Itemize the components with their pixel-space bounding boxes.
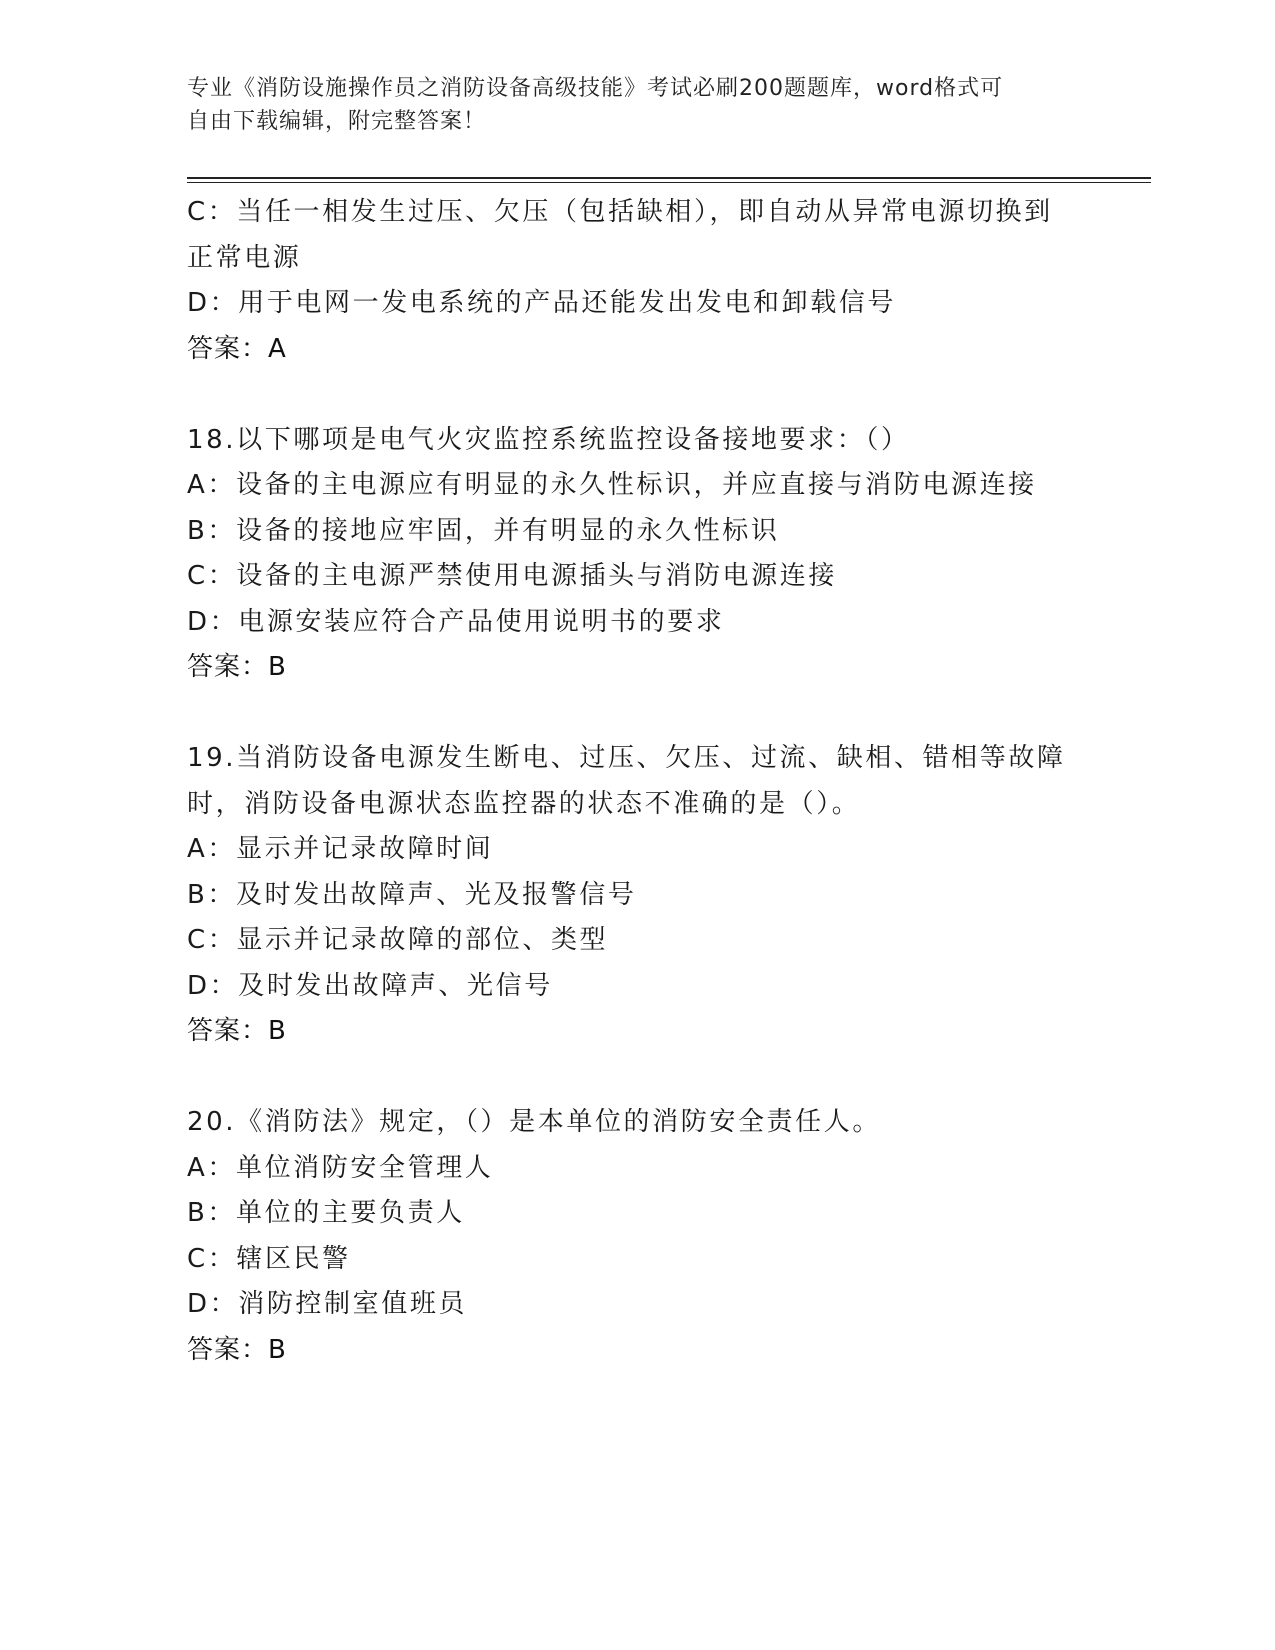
option-d: D：消防控制室值班员 bbox=[187, 1289, 468, 1319]
question-text-continued: 时，消防设备电源状态监控器的状态不准确的是（）。 bbox=[187, 788, 861, 819]
option-c: C：显示并记录故障的部位、类型 bbox=[187, 925, 609, 955]
question-17-tail bbox=[187, 190, 1087, 372]
question-19 bbox=[187, 736, 1087, 1055]
question-text: 19.当消防设备电源发生断电、过压、欠压、过流、缺相、错相等故障 bbox=[187, 743, 1066, 773]
spacer bbox=[187, 691, 1087, 737]
header-rule-thick bbox=[187, 177, 1151, 179]
header-line-2: 自由下载编辑，附完整答案！ bbox=[187, 109, 487, 134]
option-a: A：显示并记录故障时间 bbox=[187, 834, 494, 864]
option-c-continued: 正常电源 bbox=[187, 242, 302, 273]
option-a: A：单位消防安全管理人 bbox=[187, 1152, 494, 1183]
option-c: C：设备的主电源严禁使用电源插头与消防电源连接 bbox=[187, 561, 837, 591]
option-c: C：辖区民警 bbox=[187, 1243, 351, 1274]
answer: 答案：B bbox=[187, 652, 287, 682]
header-line-1: 专业《消防设施操作员之消防设备高级技能》考试必刷200题题库，word格式可 bbox=[187, 76, 1004, 101]
question-20 bbox=[187, 1100, 1087, 1373]
option-b: B：单位的主要负责人 bbox=[187, 1198, 465, 1228]
document-header bbox=[187, 72, 1067, 138]
question-18 bbox=[187, 418, 1087, 691]
question-content bbox=[187, 190, 1087, 1373]
spacer bbox=[187, 1055, 1087, 1101]
option-b: B：设备的接地应牢固，并有明显的永久性标识 bbox=[187, 515, 780, 546]
spacer bbox=[187, 372, 1087, 418]
option-d: D：用于电网一发电系统的产品还能发出发电和卸载信号 bbox=[187, 288, 897, 318]
answer: 答案：A bbox=[187, 333, 287, 364]
answer: 答案：B bbox=[187, 1016, 287, 1046]
question-text: 20.《消防法》规定，（）是本单位的消防安全责任人。 bbox=[187, 1107, 881, 1137]
option-a: A：设备的主电源应有明显的永久性标识，并应直接与消防电源连接 bbox=[187, 470, 1037, 500]
option-d: D：电源安装应符合产品使用说明书的要求 bbox=[187, 606, 725, 637]
option-d: D：及时发出故障声、光信号 bbox=[187, 970, 553, 1001]
option-c: C：当任一相发生过压、欠压（包括缺相），即自动从异常电源切换到 bbox=[187, 197, 1053, 227]
question-text: 18.以下哪项是电气火灾监控系统监控设备接地要求：（） bbox=[187, 424, 910, 455]
option-b: B：及时发出故障声、光及报警信号 bbox=[187, 879, 637, 910]
header-rule-thin bbox=[187, 182, 1151, 183]
answer: 答案：B bbox=[187, 1334, 287, 1365]
